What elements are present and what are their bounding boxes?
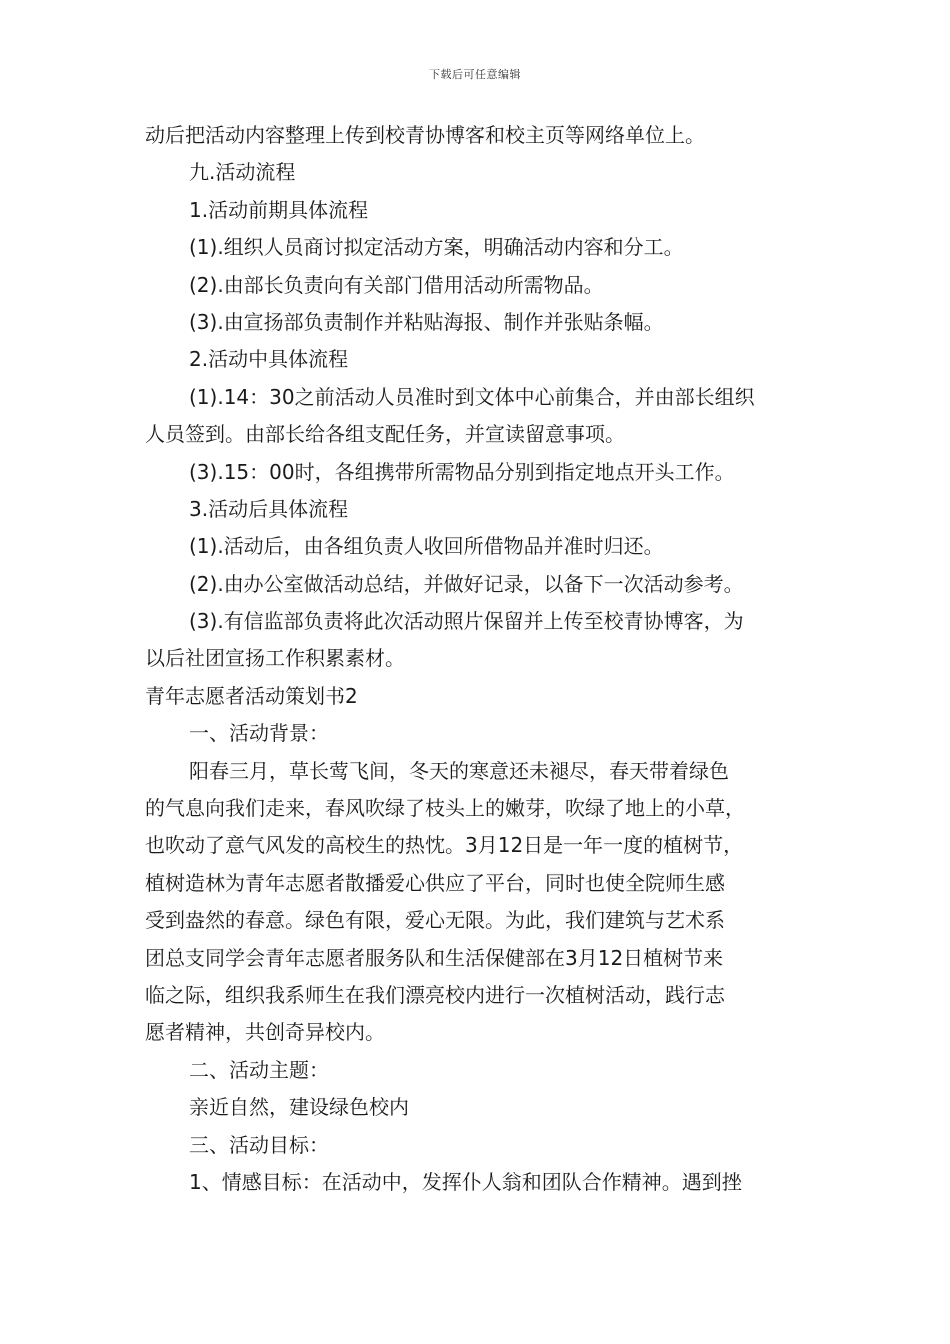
text-line: 植树造林为青年志愿者散播爱心供应了平台，同时也使全院师生感 bbox=[145, 870, 725, 895]
text-line: 受到盎然的春意。绿色有限，爱心无限。为此，我们建筑与艺术系 bbox=[145, 908, 725, 933]
text-line: (1).组织人员商讨拟定活动方案，明确活动内容和分工。 bbox=[189, 235, 684, 260]
header-note: 下载后可任意编辑 bbox=[429, 68, 521, 81]
text-line: 一、活动背景： bbox=[189, 721, 329, 746]
text-line: (2).由办公室做活动总结，并做好记录，以备下一次活动参考。 bbox=[189, 571, 744, 596]
body-text bbox=[145, 117, 815, 1201]
text-line: 愿者精神，共创奇异校内。 bbox=[145, 1020, 385, 1045]
text-line: 临之际，组织我系师生在我们漂亮校内进行一次植树活动，践行志 bbox=[145, 982, 725, 1007]
text-line: (1).活动后，由各组负责人收回所借物品并准时归还。 bbox=[189, 534, 664, 559]
text-line: (1).14：30之前活动人员准时到文体中心前集合，并由部长组织 bbox=[189, 384, 755, 409]
text-line: 1.活动前期具体流程 bbox=[189, 197, 369, 222]
text-line: 也吹动了意气风发的高校生的热忱。3月12日是一年一度的植树节， bbox=[145, 833, 744, 858]
text-line: 人员签到。由部长给各组支配任务，并宣读留意事项。 bbox=[145, 422, 625, 447]
text-line: 团总支同学会青年志愿者服务队和生活保健部在3月12日植树节来 bbox=[145, 945, 724, 970]
text-line: 2.活动中具体流程 bbox=[189, 347, 349, 372]
text-line: 亲近自然，建设绿色校内 bbox=[189, 1095, 409, 1120]
text-line: (2).由部长负责向有关部门借用活动所需物品。 bbox=[189, 272, 604, 297]
text-line: 动后把活动内容整理上传到校青协博客和校主页等网络单位上。 bbox=[145, 123, 705, 147]
text-line: 青年志愿者活动策划书2 bbox=[145, 683, 358, 708]
text-line: 3.活动后具体流程 bbox=[189, 496, 349, 521]
text-line: 阳春三月，草长莺飞间，冬天的寒意还未褪尽，春天带着绿色 bbox=[189, 758, 729, 783]
text-line: (3).有信监部负责将此次活动照片保留并上传至校青协博客，为 bbox=[189, 609, 744, 634]
text-line: (3).由宣扬部负责制作并粘贴海报、制作并张贴条幅。 bbox=[189, 309, 664, 334]
text-line: 三、活动目标： bbox=[189, 1132, 329, 1157]
text-line: 1、情感目标：在活动中，发挥仆人翁和团队合作精神。遇到挫 bbox=[189, 1169, 742, 1194]
text-line: 二、活动主题： bbox=[189, 1057, 329, 1082]
text-line: 九.活动流程 bbox=[189, 160, 296, 185]
text-line: 的气息向我们走来，春风吹绿了枝头上的嫩芽，吹绿了地上的小草， bbox=[145, 796, 745, 821]
text-line: 以后社团宣扬工作积累素材。 bbox=[145, 646, 405, 671]
text-line: (3).15：00时，各组携带所需物品分别到指定地点开头工作。 bbox=[189, 459, 735, 484]
